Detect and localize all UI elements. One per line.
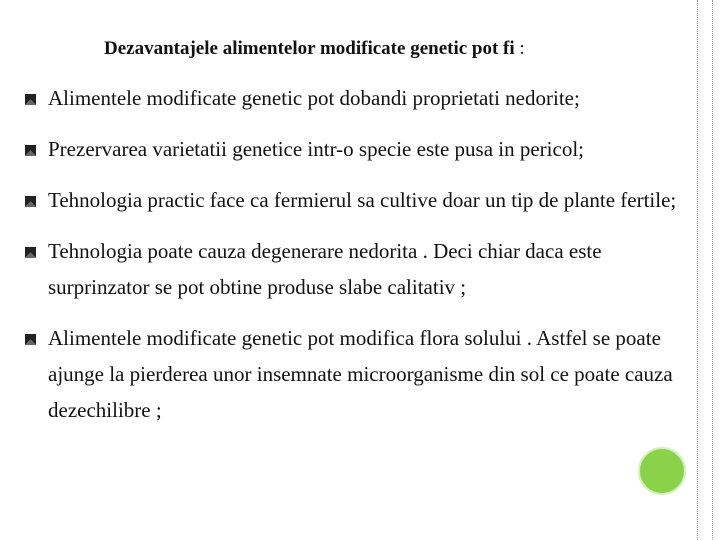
- frame-line-outer: [712, 0, 713, 540]
- diamond-bullet-icon: [24, 144, 37, 157]
- diamond-bullet-icon: [24, 333, 37, 346]
- bullet-item: [22, 320, 702, 428]
- bullet-item: [22, 131, 702, 167]
- bullet-item: [22, 80, 702, 116]
- slide-title: [104, 38, 525, 60]
- diamond-bullet-icon: [24, 246, 37, 259]
- bullet-text: Alimentele modificate genetic pot dobandi proprietati nedorite;: [48, 86, 580, 110]
- diamond-bullet-icon: [24, 93, 37, 106]
- slide-title-suffix: :: [514, 38, 525, 59]
- green-circle-decoration: [638, 447, 686, 495]
- bullet-item: [22, 233, 702, 305]
- bullet-text: Prezervarea varietatii genetice intr-o specie este pusa in pericol;: [48, 137, 584, 161]
- slide-title-bold: Dezavantajele alimentelor modificate genetic pot fi: [104, 38, 515, 59]
- bullet-text: Tehnologia practic face ca fermierul sa cultive doar un tip de plante fertile;: [48, 188, 677, 212]
- bullet-text: Tehnologia poate cauza degenerare nedorita . Deci chiar daca este surprinzator se pot obtine produse slabe calitativ ;: [48, 239, 602, 299]
- bullet-text: Alimentele modificate genetic pot modifica flora solului . Astfel se poate ajunge la pierderea unor insemnate microorganisme din sol ce poate cauza dezechilibre ;: [48, 326, 673, 422]
- bullet-list: [22, 80, 702, 443]
- diamond-bullet-icon: [24, 195, 37, 208]
- bullet-item: [22, 182, 702, 218]
